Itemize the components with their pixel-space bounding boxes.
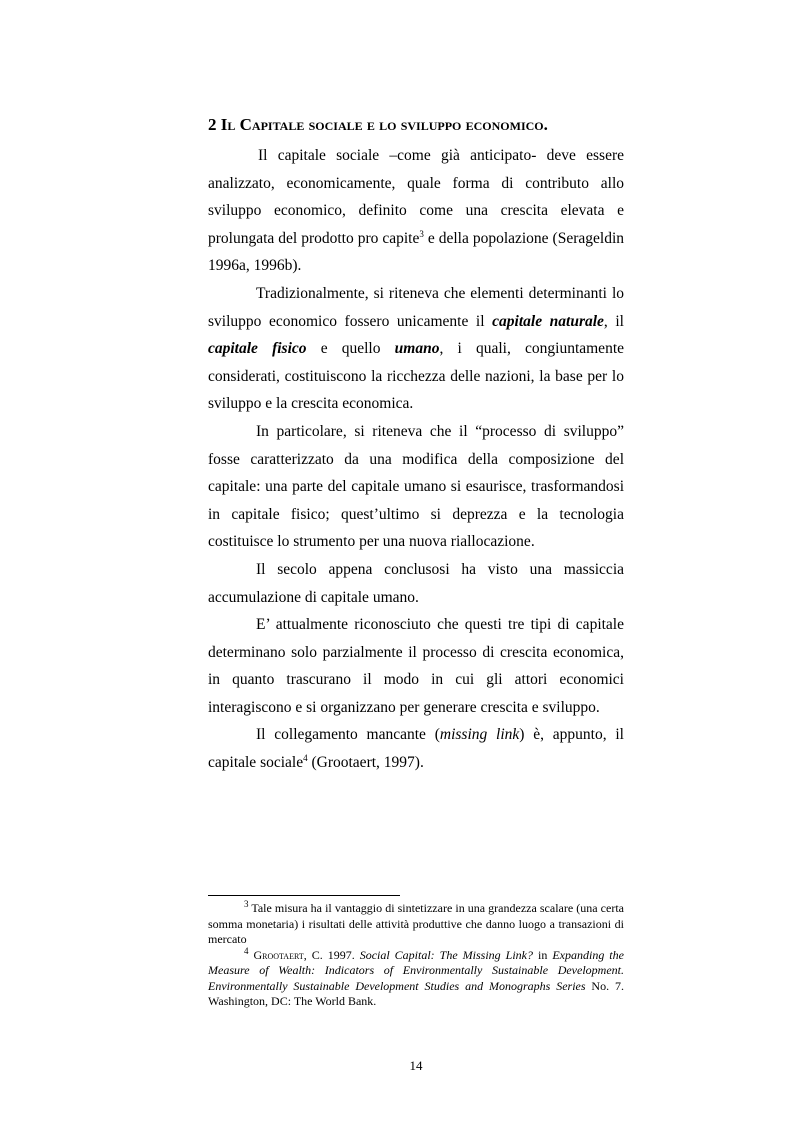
footnote-3 bbox=[208, 901, 624, 948]
paragraph-2-text: Tradizionalmente, si riteneva che elementi determinanti lo sviluppo economico fossero unicamente il bbox=[208, 284, 624, 330]
footnote-number-4: 4 bbox=[244, 945, 249, 956]
paragraph-4: Il secolo appena conclusosi ha visto una massiccia accumulazione di capitale umano. bbox=[208, 560, 624, 606]
paragraph-2-text-c: e quello bbox=[306, 340, 395, 358]
page-number: 14 bbox=[409, 1058, 423, 1073]
paragraph-6-text-b: ) è, appunto, il capitale sociale bbox=[208, 726, 624, 772]
paragraph-1-text-end: e della popolazione (Serageldin 1996a, 1996b). bbox=[208, 229, 624, 275]
paragraph-6-text: Il collegamento mancante ( bbox=[256, 726, 440, 744]
footnote-4-text-a: , C. 1997. bbox=[303, 947, 360, 962]
footnote-ref-4[interactable]: 4 bbox=[303, 752, 308, 763]
footnote-4-series: Expanding the Measure of Wealth: Indicators of Environmentally Sustainable Development. Environmentally Sustainable Development Studies and Monographs Series bbox=[208, 947, 624, 993]
paragraph-1 bbox=[208, 142, 624, 280]
footnote-4-author: Grootaert bbox=[248, 947, 304, 962]
footnotes bbox=[208, 901, 624, 1010]
paragraph-6 bbox=[208, 721, 624, 776]
footnote-divider bbox=[208, 895, 400, 896]
term-capitale-fisico: capitale fisico bbox=[208, 340, 307, 358]
document-page bbox=[208, 0, 624, 1123]
footnote-4-text-c: No. 7. Washington, DC: The World Bank. bbox=[208, 978, 624, 1008]
paragraph-1-text: Il capitale sociale –come già anticipato- deve essere analizzato, economicamente, quale forma di contributo allo sviluppo economico, definito come una crescita elevata e prolungata del prodotto pro capite bbox=[208, 147, 624, 247]
footnote-number-3: 3 bbox=[244, 899, 249, 909]
paragraph-6-text-c: (Grootaert, 1997). bbox=[307, 754, 424, 772]
footnote-4-text-b: in bbox=[533, 947, 553, 962]
body-text bbox=[208, 142, 624, 777]
paragraph-3: In particolare, si riteneva che il “processo di sviluppo” fosse caratterizzato da una modifica della composizione del capitale: una parte del capitale umano si esaurisce, trasformandosi in capitale fisico; quest’ultimo si deprezza e la tecnologia costituisce lo strumento per una nuova riallocazione. bbox=[208, 422, 624, 551]
term-capitale-naturale: capitale naturale bbox=[492, 312, 604, 330]
footnote-4-title: Social Capital: The Missing Link? bbox=[359, 947, 533, 962]
footnote-3-text: Tale misura ha il vantaggio di sintetizzare in una grandezza scalare (una certa somma monetaria) i risultati delle attività produttive che danno luogo a transazioni di mercato bbox=[208, 901, 624, 946]
footnote-ref-3[interactable]: 3 bbox=[419, 228, 424, 239]
paragraph-2 bbox=[208, 280, 624, 418]
section-heading: 2 Il Capitale sociale e lo sviluppo economico. bbox=[208, 115, 548, 134]
paragraph-5: E’ attualmente riconosciuto che questi tre tipi di capitale determinano solo parzialmente il processo di crescita economica, in quanto trascurano il modo in cui gli attori economici interagiscono e si organizzano per generare crescita e sviluppo. bbox=[208, 616, 624, 716]
footnote-4 bbox=[208, 945, 624, 1010]
paragraph-2-text-b: , il bbox=[603, 312, 624, 330]
term-missing-link: missing link bbox=[439, 726, 520, 744]
term-umano: umano bbox=[394, 340, 440, 358]
paragraph-2-text-d: , i quali, congiuntamente considerati, costituiscono la ricchezza delle nazioni, la base per lo sviluppo e la crescita economica. bbox=[208, 340, 625, 413]
